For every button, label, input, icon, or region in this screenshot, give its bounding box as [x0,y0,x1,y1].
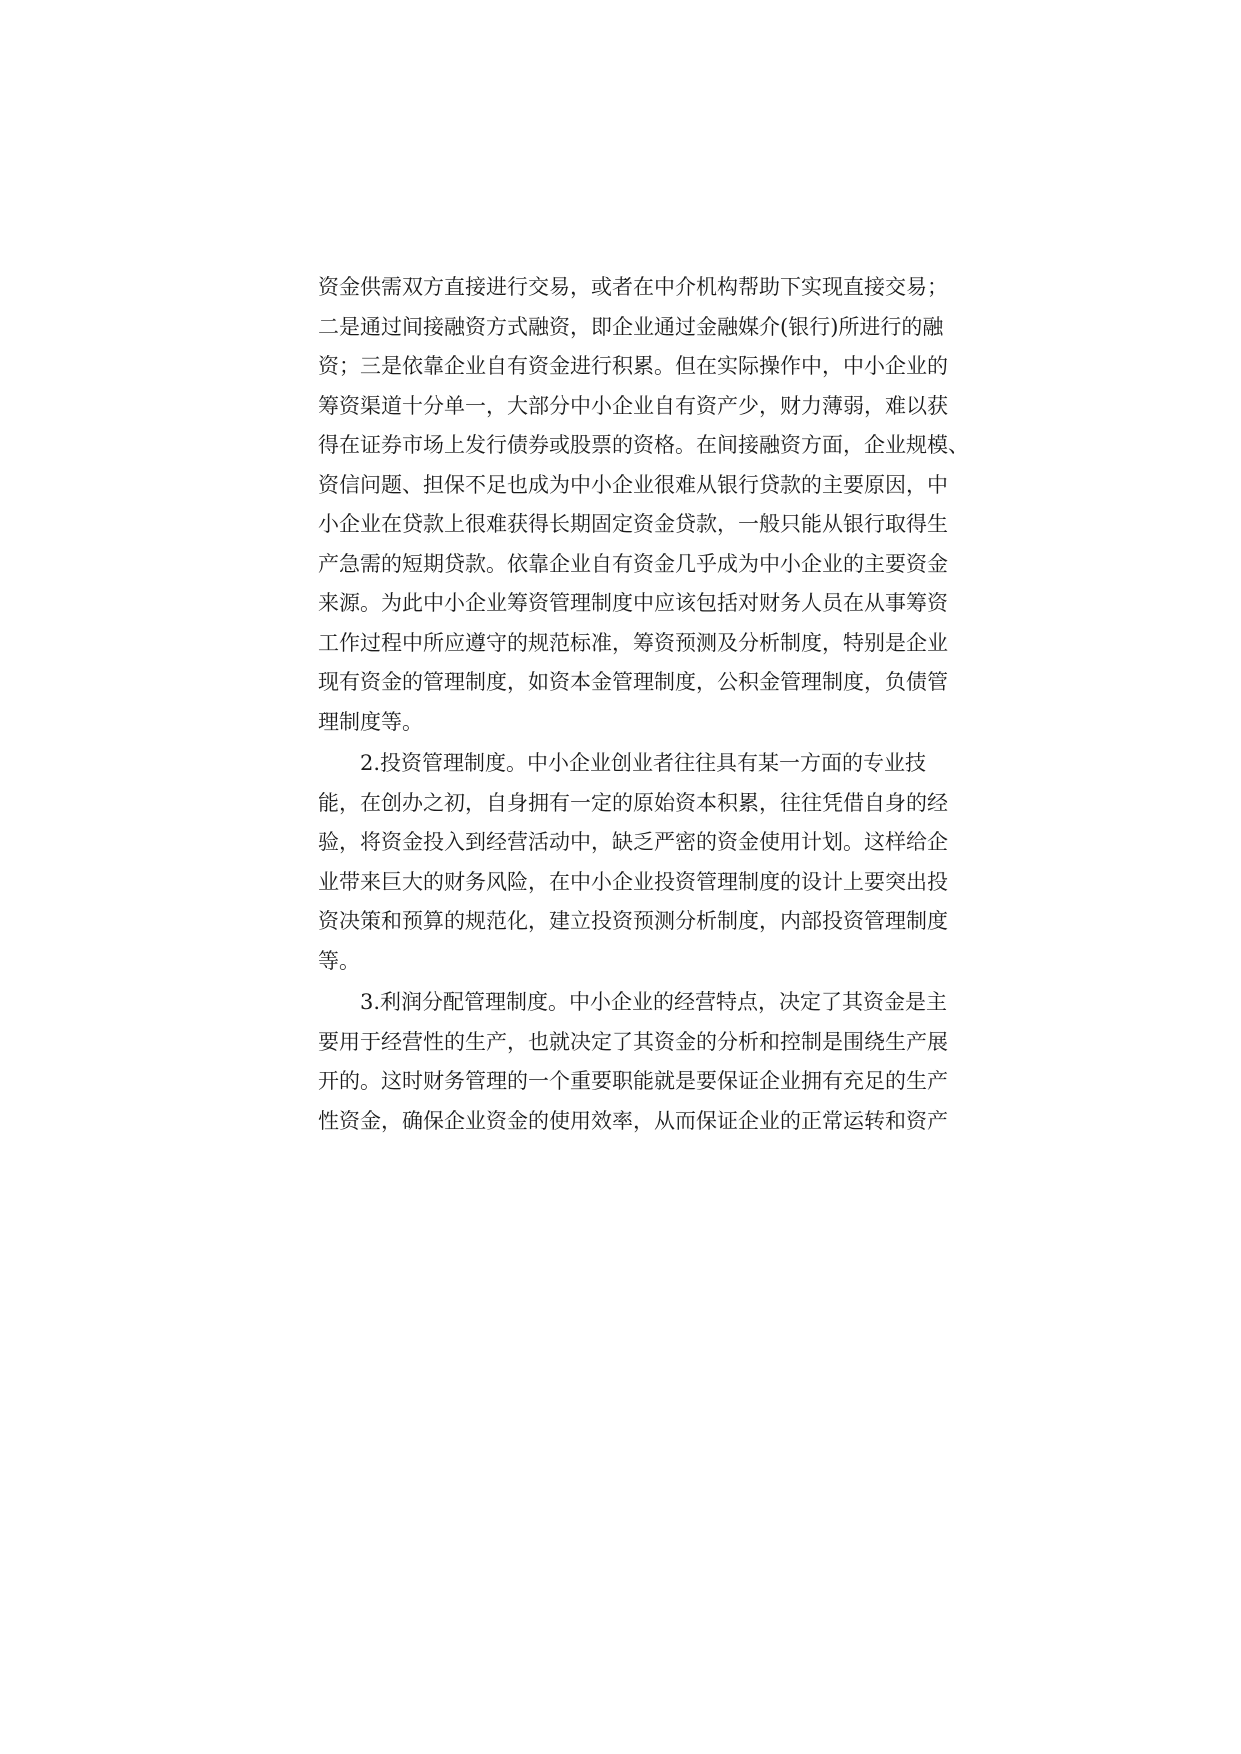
text-line: 验，将资金投入到经营活动中，缺乏严密的资金使用计划。这样给企 [318,830,948,854]
text-line: 要用于经营性的生产，也就决定了其资金的分析和控制是围绕生产展 [318,1029,948,1054]
text-line: 二是通过间接融资方式融资，即企业通过金融媒介(银行)所进行的融 [318,314,944,339]
text-line: 资决策和预算的规范化，建立投资预测分析制度，内部投资管理制度 [318,909,948,933]
paragraph-investment-management [318,744,948,981]
text-line: 来源。为此中小企业筹资管理制度中应该包括对财务人员在从事筹资 [318,591,948,615]
text-line: 资金供需双方直接进行交易，或者在中介机构帮助下实现直接交易； [318,275,948,299]
text-line: 工作过程中所应遵守的规范标准，筹资预测及分析制度，特别是企业 [318,630,948,655]
text-line: 资；三是依靠企业自有资金进行积累。但在实际操作中，中小企业的 [318,354,948,378]
text-line: 理制度等。 [318,709,423,734]
text-line: 现有资金的管理制度，如资本金管理制度，公积金管理制度，负债管 [318,670,948,694]
text-line: 2.投资管理制度。中小企业创业者往往具有某一方面的专业技 [360,751,927,775]
text-line: 产急需的短期贷款。依靠企业自有资金几乎成为中小企业的主要资金 [318,551,948,576]
text-line: 资信问题、担保不足也成为中小企业很难从银行贷款的主要原因，中 [318,472,948,497]
text-line: 小企业在贷款上很难获得长期固定资金贷款，一般只能从银行取得生 [318,512,948,536]
text-line: 3.利润分配管理制度。中小企业的经营特点，决定了其资金是主 [360,990,948,1014]
text-line: 得在证券市场上发行债券或股票的资格。在间接融资方面，企业规模、 [318,433,969,457]
text-line: 业带来巨大的财务风险，在中小企业投资管理制度的设计上要突出投 [318,869,948,894]
text-line: 开的。这时财务管理的一个重要职能就是要保证企业拥有充足的生产 [318,1069,948,1093]
text-line: 性资金，确保企业资金的使用效率，从而保证企业的正常运转和资产 [318,1108,948,1133]
text-line: 筹资渠道十分单一，大部分中小企业自有资产少，财力薄弱，难以获 [318,393,948,418]
text-line: 能，在创办之初，自身拥有一定的原始资本积累，往往凭借自身的经 [318,790,948,815]
paragraph-financing [318,268,969,742]
text-line: 等。 [318,948,360,973]
body-text [318,268,969,1141]
paragraph-profit-distribution [318,983,948,1141]
